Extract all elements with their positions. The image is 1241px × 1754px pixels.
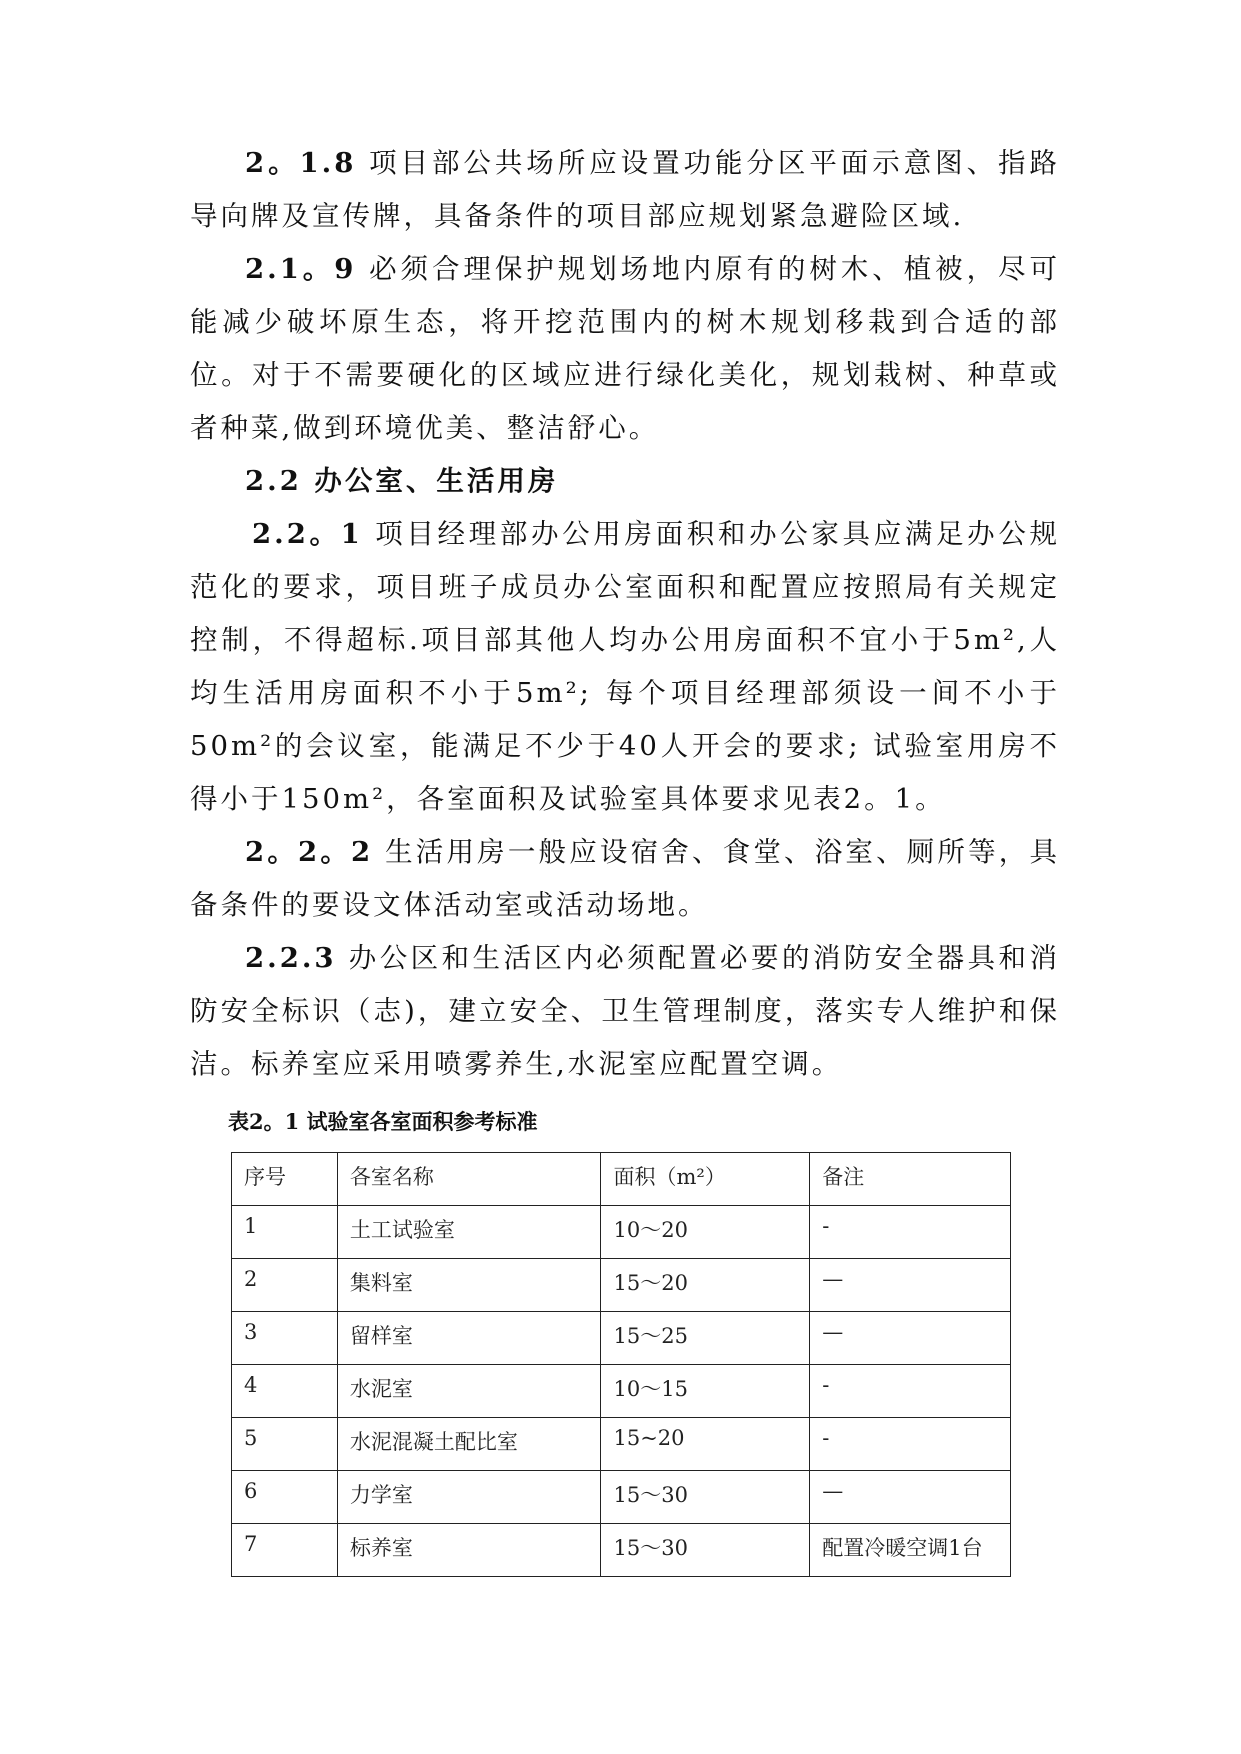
table-cell: 集料室 <box>337 1259 601 1312</box>
table-cell: 6 <box>232 1471 338 1524</box>
section-2-2-3 <box>190 932 1060 1091</box>
table-cell: 15～30 <box>601 1524 810 1577</box>
section-2-1-8 <box>190 137 1060 243</box>
section-heading-2-2: 2.2 办公室、生活用房 <box>245 465 559 497</box>
table-cell: 力学室 <box>337 1471 601 1524</box>
table-cell: — <box>810 1471 1011 1524</box>
table-cell: 5 <box>232 1418 338 1471</box>
section-number: 2.2.3 <box>245 942 337 974</box>
table-cell: - <box>810 1365 1011 1418</box>
table-cell: 1 <box>232 1206 338 1259</box>
lab-area-table <box>231 1152 1011 1577</box>
section-number: 2。1.8 <box>245 147 357 179</box>
section-2-2-2 <box>190 826 1060 932</box>
section-text: 必须合理保护规划场地内原有的树木、植被，尽可能减少破坏原生态，将开挖范围内的树木规划移栽到合适的部位。对于不需要硬化的区域应进行绿化美化，规划栽树、种草或者种菜,做到环境优美、整洁舒心。 <box>190 253 1060 444</box>
table-row <box>232 1471 1011 1524</box>
table-cell: 土工试验室 <box>337 1206 601 1259</box>
table-cell: 15~20 <box>601 1418 810 1471</box>
table-cell: 7 <box>232 1524 338 1577</box>
section-text: 项目经理部办公用房面积和办公家具应满足办公规范化的要求，项目班子成员办公室面积和配置应按照局有关规定控制，不得超标.项目部其他人均办公用房面积不宜小于5m²,人均生活用房面积不小于5m²; 每个项目经理部须设一间不小于50m²的会议室，能满足不少于40人开会的要求; 试验室用房不得小于150m²，各室面积及试验室具体要求见表2。1。 <box>190 518 1060 815</box>
table-cell: 10～20 <box>601 1206 810 1259</box>
section-number: 2.1。9 <box>245 253 357 285</box>
section-2-2-1 <box>190 508 1060 826</box>
section-number: 2。2。2 <box>245 836 374 868</box>
table-cell: 10～15 <box>601 1365 810 1418</box>
table-row <box>232 1365 1011 1418</box>
section-text: 项目部公共场所应设置功能分区平面示意图、指路导向牌及宣传牌，具备条件的项目部应规划紧急避险区域. <box>190 147 1060 232</box>
section-number: 2.2。1 <box>252 518 363 550</box>
section-text: 办公区和生活区内必须配置必要的消防安全器具和消防安全标识（志)，建立安全、卫生管理制度，落实专人维护和保洁。标养室应采用喷雾养生,水泥室应配置空调。 <box>190 942 1060 1080</box>
table-cell: 标养室 <box>337 1524 601 1577</box>
table-cell: 15～30 <box>601 1471 810 1524</box>
table-header-row <box>232 1153 1011 1206</box>
table-row <box>232 1312 1011 1365</box>
table-row <box>232 1206 1011 1259</box>
table-cell: 留样室 <box>337 1312 601 1365</box>
table-cell: 水泥室 <box>337 1365 601 1418</box>
table-cell: - <box>810 1206 1011 1259</box>
table-cell: 2 <box>232 1259 338 1312</box>
header-cell: 各室名称 <box>337 1153 601 1206</box>
header-cell: 序号 <box>232 1153 338 1206</box>
section-2-1-9 <box>190 243 1060 455</box>
table-cell: — <box>810 1312 1011 1365</box>
table-cell: 水泥混凝土配比室 <box>337 1418 601 1471</box>
table-cell: 配置冷暖空调1台 <box>810 1524 1011 1577</box>
section-text: 生活用房一般应设宿舍、食堂、浴室、厕所等，具备条件的要设文体活动室或活动场地。 <box>190 836 1060 921</box>
header-cell: 面积（m²） <box>601 1153 810 1206</box>
table-cell: 15～25 <box>601 1312 810 1365</box>
table-cell: 3 <box>232 1312 338 1365</box>
table-cell: — <box>810 1259 1011 1312</box>
table-caption: 表2。1 试验室各室面积参考标准 <box>228 1109 538 1134</box>
table-cell: 15～20 <box>601 1259 810 1312</box>
table-row <box>232 1524 1011 1577</box>
header-cell: 备注 <box>810 1153 1011 1206</box>
table-row <box>232 1259 1011 1312</box>
table-row <box>232 1418 1011 1471</box>
table-cell: - <box>810 1418 1011 1471</box>
table-cell: 4 <box>232 1365 338 1418</box>
